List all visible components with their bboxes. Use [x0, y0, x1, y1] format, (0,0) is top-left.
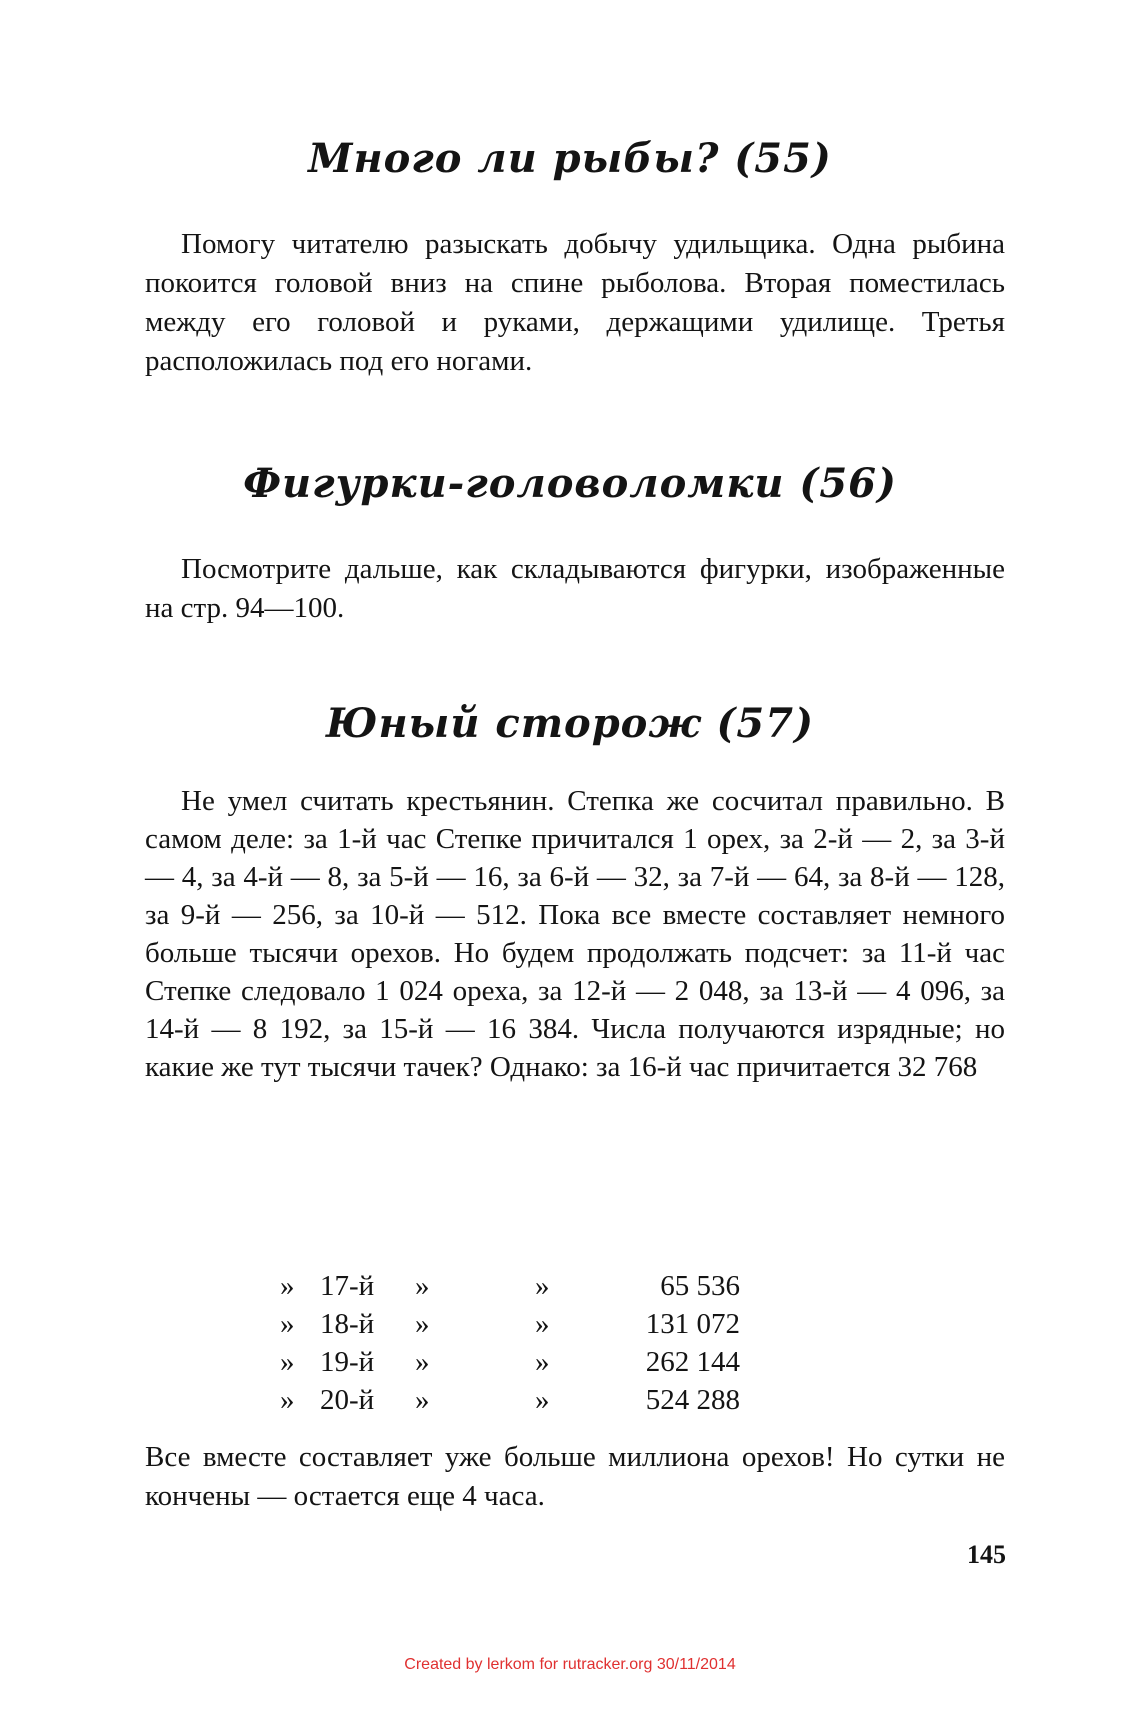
ditto-mark: » [535, 1270, 550, 1302]
hour-cell: 18-й [320, 1308, 375, 1340]
ditto-mark: » [280, 1346, 295, 1378]
ditto-mark: » [535, 1346, 550, 1378]
ditto-mark: » [415, 1308, 430, 1340]
section-title-young-guard: Юный сторож (57) [325, 700, 815, 747]
ditto-mark: » [535, 1308, 550, 1340]
ditto-mark: » [535, 1384, 550, 1416]
paragraph-closing: Все вместе составляет уже больше миллиона орехов! Но сутки не кончены — остается еще 4 часа. [145, 1441, 1005, 1512]
paragraph-young-guard-answer: Не умел считать крестьянин. Степка же сосчитал правильно. В самом деле: за 1-й час Степке причитался 1 орех, за 2-й — 2, за 3-й — 4, за 4-й — 8, за 5-й — 16, за 6-й — 32, за 7-й — 64, за 8-й — 128, за 9-й — 256, за 10-й — 512. Пока все вместе составляет немного больше тысячи орехов. Но будем продолжать подсчет: за 11-й час Степке следовало 1 024 ореха, за 12-й — 2 048, за 13-й — 4 096, за 14-й — 8 192, за 15-й — 16 384. Числа получаются изрядные; но какие же тут тысячи тачек? Однако: за 16-й час причитается 32 768 [145, 785, 1005, 1083]
section-title-figures: Фигурки-головоломки (56) [243, 460, 897, 507]
page-number: 145 [967, 1540, 1006, 1569]
ditto-mark: » [415, 1270, 430, 1302]
table-row [270, 1346, 750, 1384]
ditto-mark: » [280, 1270, 295, 1302]
ditto-mark: » [280, 1308, 295, 1340]
paragraph-fish-answer: Помогу читателю разыскать добычу удильщика. Одна рыбина покоится головой вниз на спине рыболова. Вторая поместилась между его головой и руками, держащими удилище. Третья расположилась под его ногами. [145, 228, 1005, 377]
table-row [270, 1308, 750, 1346]
table-row [270, 1384, 750, 1422]
hour-cell: 20-й [320, 1384, 375, 1416]
section-title-fish: Много ли рыбы? (55) [308, 135, 832, 182]
amount-cell: 524 288 [645, 1384, 740, 1416]
paragraph-figures-answer: Посмотрите дальше, как складываются фигурки, изображенные на стр. 94—100. [145, 553, 1005, 624]
amount-cell: 65 536 [660, 1270, 740, 1302]
amount-cell: 131 072 [645, 1308, 740, 1340]
table-row [270, 1270, 750, 1308]
ditto-mark: » [415, 1346, 430, 1378]
ditto-mark: » [415, 1384, 430, 1416]
ditto-mark: » [280, 1384, 295, 1416]
amount-cell: 262 144 [645, 1346, 740, 1378]
nut-count-table [270, 1270, 750, 1422]
hour-cell: 17-й [320, 1270, 375, 1302]
hour-cell: 19-й [320, 1346, 375, 1378]
footer-credit: Created by lerkom for rutracker.org 30/11/2014 [404, 1656, 736, 1673]
